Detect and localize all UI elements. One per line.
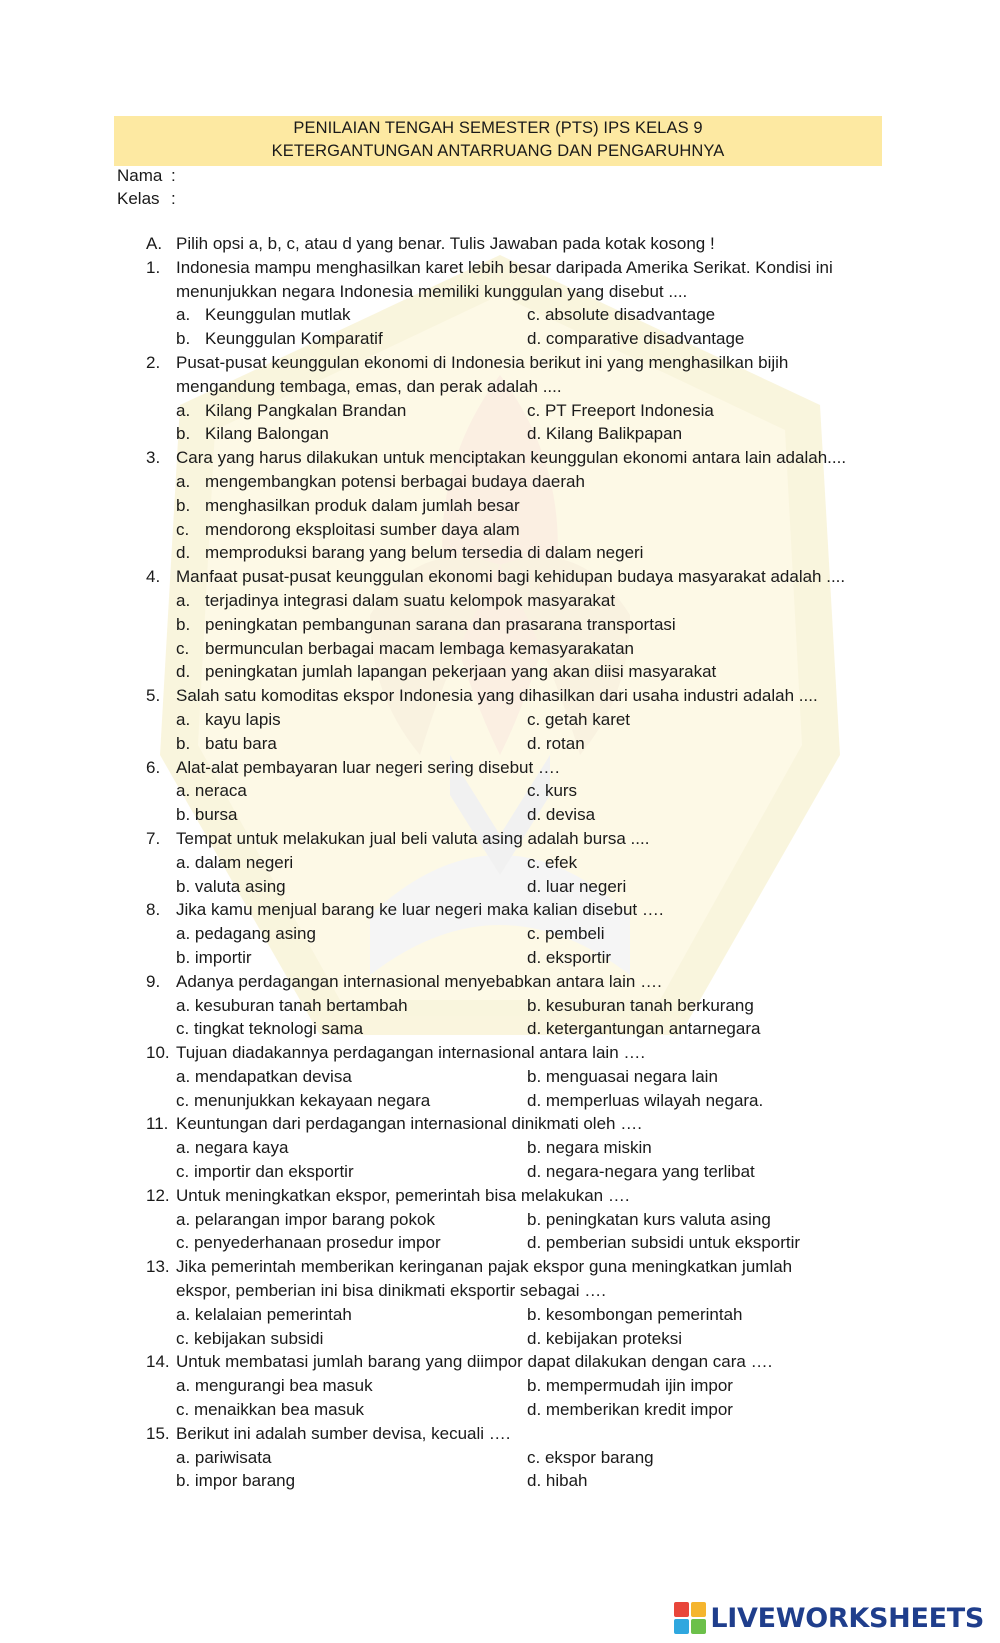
option: c. kurs [527,781,578,801]
option-row [0,710,1000,734]
option-row [0,1400,1000,1424]
option-letter: d. [527,329,542,349]
option-row [0,1162,1000,1186]
option [527,710,630,730]
option-letter: b. [176,329,191,349]
option [176,543,643,563]
option-row [0,924,1000,948]
option: b. negara miskin [527,1138,652,1158]
liveworksheets-brand [674,1600,984,1636]
option: b. importir [176,947,252,967]
question-number: 8. [146,900,161,920]
option: b. mempermudah ijin impor [527,1376,733,1396]
question-text: Salah satu komoditas ekspor Indonesia yang dihasilkan dari usaha industri adalah .... [176,686,818,706]
question-text: Untuk membatasi jumlah barang yang diimpor dapat dilakukan dengan cara …. [176,1352,773,1372]
nama-field [117,166,176,186]
option: a. mengurangi bea masuk [176,1376,373,1396]
option-letter: c. [527,400,541,420]
option [527,734,585,754]
option-row [0,853,1000,877]
option-text: menghasilkan produk dalam jumlah besar [205,495,520,515]
question [0,1424,1000,1448]
question-number: 11. [146,1114,169,1134]
option [176,734,277,754]
question-text: mengandung tembaga, emas, dan perak adalah .... [176,376,562,396]
option: c. ekspor barang [527,1447,654,1467]
option-row [0,1138,1000,1162]
option-letter: a. [176,400,191,420]
question-number: 9. [146,971,161,991]
option-row [0,662,1000,686]
option-row [0,781,1000,805]
option: a. negara kaya [176,1138,289,1158]
question-text: Indonesia mampu menghasilkan karet lebih besar daripada Amerika Serikat. Kondisi ini [176,257,833,277]
option: d. memperluas wilayah negara. [527,1090,764,1110]
question-text: Untuk meningkatkan ekspor, pemerintah bisa melakukan …. [176,1185,630,1205]
option-text: Kilang Balikpapan [545,424,683,444]
option: d. luar negeri [527,876,627,896]
option-row [0,1210,1000,1234]
question [0,758,1000,782]
question [0,1043,1000,1067]
option [176,305,351,325]
option-row [0,424,1000,448]
option-row [0,996,1000,1020]
option-text: Kilang Balongan [205,424,329,444]
option [176,662,716,682]
option-text: memproduksi barang yang belum tersedia di dalam negeri [205,543,644,563]
option: b. kesuburan tanah berkurang [527,995,754,1015]
option-letter: c. [527,305,541,325]
option: c. penyederhanaan prosedur impor [176,1233,441,1253]
question-list [0,234,1000,1495]
question-text: Manfaat pusat-pusat keunggulan ekonomi bagi kehidupan budaya masyarakat adalah .... [176,567,846,587]
option-row [0,520,1000,544]
question [0,1352,1000,1376]
option-row [0,1471,1000,1495]
option-row [0,472,1000,496]
question [0,1186,1000,1210]
option-letter: d. [527,424,542,444]
question-number: 13. [146,1257,170,1277]
option-letter: d. [176,662,191,682]
option-letter: a. [176,471,191,491]
option-letter: a. [176,709,191,729]
kelas-label: Kelas [117,189,160,208]
liveworksheets-logo-icon [674,1602,706,1634]
option-row [0,591,1000,615]
option [176,520,520,540]
question-text: Jika kamu menjual barang ke luar negeri maka kalian disebut …. [176,900,664,920]
option-text: Kilang Pangkalan Brandan [205,400,407,420]
option-text: absolute disadvantage [544,305,716,325]
option: d. ketergantungan antarnegara [527,1019,761,1039]
option-row [0,329,1000,353]
option-row [0,1376,1000,1400]
option-row [0,1448,1000,1472]
option [176,496,520,516]
question-number: 15. [146,1423,170,1443]
question-number: 10. [146,1043,170,1063]
option: a. kesuburan tanah bertambah [176,995,408,1015]
option-row [0,305,1000,329]
option-text: kayu lapis [205,709,281,729]
option-letter: a. [176,305,191,325]
option [176,639,634,659]
question-number: 4. [146,567,161,587]
option-text: getah karet [544,709,631,729]
option: c. kebijakan subsidi [176,1328,324,1348]
option-letter: c. [176,638,190,658]
kelas-colon: : [171,189,176,208]
option: c. efek [527,852,578,872]
option-row [0,1019,1000,1043]
option [176,424,329,444]
question [0,353,1000,377]
option-text: peningkatan jumlah lapangan pekerjaan yang akan diisi masyarakat [205,662,717,682]
question [0,448,1000,472]
logo-square-green [691,1619,706,1634]
option: c. menaikkan bea masuk [176,1400,365,1420]
option: b. kesombongan pemerintah [527,1304,743,1324]
option-text: Keunggulan mutlak [205,305,351,325]
option: c. menunjukkan kekayaan negara [176,1090,431,1110]
option [176,329,383,349]
option-text: mengembangkan potensi berbagai budaya daerah [205,471,585,491]
question-text: Pusat-pusat keunggulan ekonomi di Indonesia berikut ini yang menghasilkan bijih [176,352,789,372]
option-row [0,496,1000,520]
option [176,615,676,635]
option [527,424,682,444]
option-text: bermunculan berbagai macam lembaga kemasyarakatan [205,638,635,658]
kelas-field [117,189,176,209]
option-text: batu bara [205,733,277,753]
option [176,472,585,492]
nama-colon: : [171,166,176,185]
option [176,591,615,611]
option-row [0,639,1000,663]
option-row [0,877,1000,901]
option-row [0,1091,1000,1115]
option: d. negara-negara yang terlibat [527,1162,755,1182]
instruction-text: Pilih opsi a, b, c, atau d yang benar. Tulis Jawaban pada kotak kosong ! [176,234,715,253]
question-number: 14. [146,1352,170,1372]
option-letter: d. [527,733,542,753]
option: b. menguasai negara lain [527,1066,718,1086]
option-row [0,734,1000,758]
option: b. peningkatan kurs valuta asing [527,1209,771,1229]
question-text: Tujuan diadakannya perdagangan internasional antara lain …. [176,1043,646,1063]
option: b. impor barang [176,1471,296,1491]
option [176,710,281,730]
option-letter: c. [527,709,541,729]
question-number: 7. [146,828,161,848]
option: d. hibah [527,1471,588,1491]
option-text: mendorong eksploitasi sumber daya alam [205,519,520,539]
option-letter: c. [176,519,190,539]
option-row [0,615,1000,639]
option: d. eksportir [527,947,612,967]
brand-text: LIVEWORKSHEETS [710,1602,984,1634]
question [0,686,1000,710]
section-instruction [0,234,1000,258]
option-letter: d. [176,543,191,563]
option-row [0,543,1000,567]
option: d. kebijakan proteksi [527,1328,682,1348]
option: b. valuta asing [176,876,286,896]
logo-square-red [674,1602,689,1617]
page-subtitle: KETERGANTUNGAN ANTARRUANG DAN PENGARUHNYA [271,142,725,160]
option-row [0,1233,1000,1257]
option-row [0,1067,1000,1091]
question-number: 6. [146,757,161,777]
question-number: 5. [146,686,161,706]
question-continuation [0,377,1000,401]
option: a. pariwisata [176,1447,272,1467]
question [0,829,1000,853]
logo-square-yellow [691,1602,706,1617]
option: a. dalam negeri [176,852,294,872]
option: d. devisa [527,805,596,825]
option-row [0,1305,1000,1329]
option-row [0,948,1000,972]
question [0,972,1000,996]
question [0,1114,1000,1138]
question-text: Berikut ini adalah sumber devisa, kecuali …. [176,1423,511,1443]
question-continuation [0,282,1000,306]
option: b. bursa [176,805,238,825]
option: c. importir dan eksportir [176,1162,354,1182]
question-text: ekspor, pemberian ini bisa dinikmati eksportir sebagai …. [176,1281,606,1301]
option: a. neraca [176,781,247,801]
option-letter: b. [176,733,191,753]
question-number: 2. [146,352,161,372]
option-row [0,805,1000,829]
question-number: 1. [146,257,161,277]
section-letter: A. [146,234,163,253]
page-title: PENILAIAN TENGAH SEMESTER (PTS) IPS KELAS 9 [293,119,703,137]
question-number: 3. [146,448,161,468]
question-text: Alat-alat pembayaran luar negeri sering disebut …. [176,757,560,777]
question-text: Cara yang harus dilakukan untuk menciptakan keunggulan ekonomi antara lain adalah.... [176,448,847,468]
question-text: menunjukkan negara Indonesia memiliki kunggulan yang disebut .... [176,281,688,301]
option: d. memberikan kredit impor [527,1400,733,1420]
option-text: peningkatan pembangunan sarana dan prasarana transportasi [205,614,676,634]
option [527,401,714,421]
option [527,305,715,325]
option: a. mendapatkan devisa [176,1066,352,1086]
option [527,329,744,349]
option: a. pelarangan impor barang pokok [176,1209,435,1229]
option-row [0,401,1000,425]
option-row [0,1329,1000,1353]
question-text: Keuntungan dari perdagangan internasional dinikmati oleh …. [176,1114,642,1134]
option: a. kelalaian pemerintah [176,1304,352,1324]
option: a. pedagang asing [176,924,316,944]
option-text: rotan [545,733,585,753]
option-text: Keunggulan Komparatif [205,329,383,349]
question [0,567,1000,591]
question-text: Tempat untuk melakukan jual beli valuta asing adalah bursa .... [176,828,650,848]
option-letter: a. [176,590,191,610]
question [0,1257,1000,1281]
question-number: 12. [146,1185,170,1205]
option [176,401,406,421]
option: c. pembeli [527,924,605,944]
option-text: PT Freeport Indonesia [544,400,714,420]
option-text: comparative disadvantage [545,329,745,349]
nama-label: Nama [117,166,163,185]
option: c. tingkat teknologi sama [176,1019,364,1039]
option-letter: b. [176,424,191,444]
question [0,258,1000,282]
question-text: Adanya perdagangan internasional menyebabkan antara lain …. [176,971,662,991]
question [0,900,1000,924]
option-letter: b. [176,614,191,634]
option: d. pemberian subsidi untuk eksportir [527,1233,801,1253]
option-text: terjadinya integrasi dalam suatu kelompok masyarakat [205,590,616,610]
question-continuation [0,1281,1000,1305]
logo-square-blue [674,1619,689,1634]
question-text: Jika pemerintah memberikan keringanan pajak ekspor guna meningkatkan jumlah [176,1257,793,1277]
option-letter: b. [176,495,191,515]
